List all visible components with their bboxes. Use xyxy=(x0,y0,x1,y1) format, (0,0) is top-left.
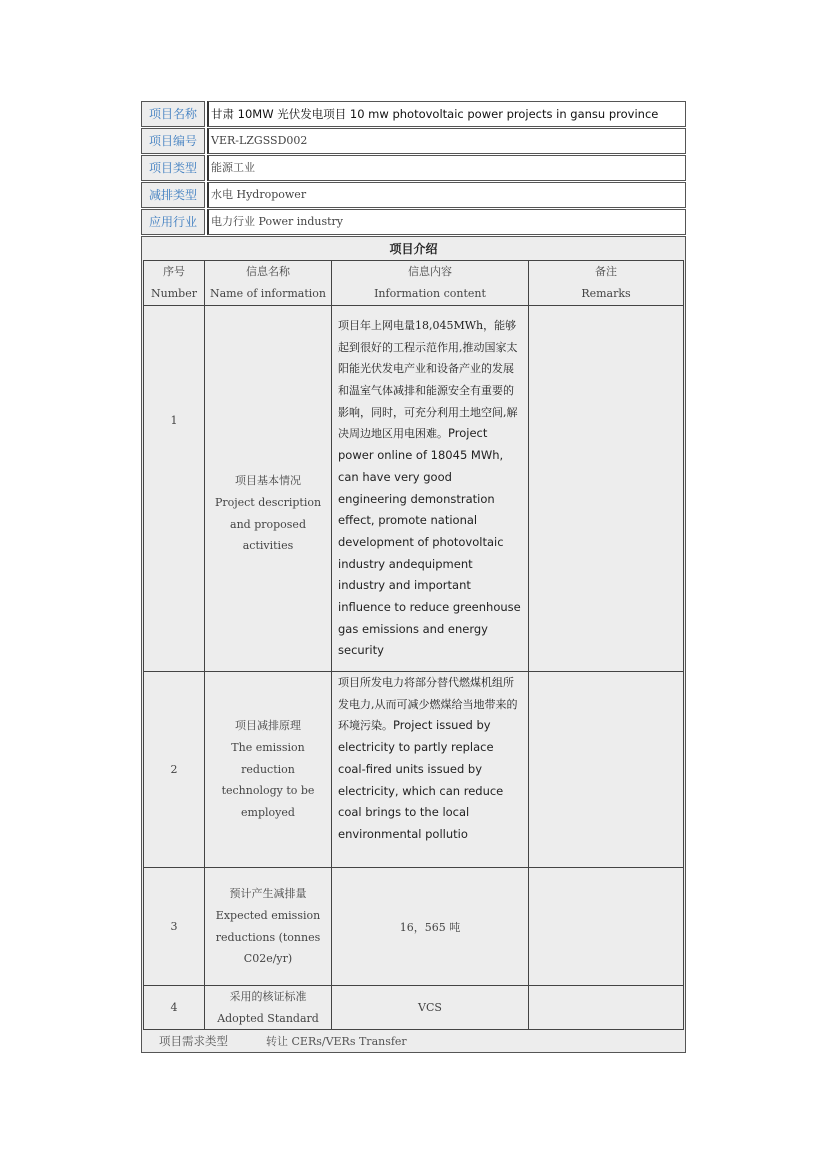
row-name xyxy=(205,306,332,672)
row-name xyxy=(205,672,332,868)
col-header-number xyxy=(144,261,205,306)
col-header-number-en: Number xyxy=(151,287,197,300)
project-name-label: 项目名称 xyxy=(141,101,205,127)
project-type-row xyxy=(141,155,686,181)
row-name-cn: 采用的核证标准 xyxy=(229,990,307,1003)
project-intro-title: 项目介绍 xyxy=(389,242,438,256)
table-row xyxy=(144,672,684,868)
row-content-en: Project power online of 18045 MWh, can have very good engineering demonstration effect, promote national development of photovoltaic industry andequipment industry and important influence to reduce greenhouse gas emissions and energy security xyxy=(338,426,521,658)
col-header-content xyxy=(332,261,529,306)
row-name-en: Expected emission reductions (tonnes C02e/yr) xyxy=(215,908,321,966)
industry-label: 应用行业 xyxy=(141,209,205,235)
row-content-cn: 项目所发电力将部分替代燃煤机组所发电力,从而可减少燃煤给当地带来的环境污染。 xyxy=(338,676,518,733)
project-intro-table xyxy=(143,260,684,1030)
col-header-name-en: Name of information xyxy=(210,287,326,300)
row-remarks xyxy=(529,868,684,986)
col-header-remarks xyxy=(529,261,684,306)
row-content: VCS xyxy=(332,986,529,1030)
table-row xyxy=(144,986,684,1030)
project-number-value: VER-LZGSSD002 xyxy=(207,128,686,154)
row-number: 3 xyxy=(144,868,205,986)
row-name-en: Adopted Standard xyxy=(217,1011,319,1025)
project-type-value: 能源工业 xyxy=(207,155,686,181)
col-header-number-cn: 序号 xyxy=(163,265,185,278)
demand-type-label: 项目需求类型 xyxy=(159,1034,228,1048)
row-name-cn: 项目减排原理 xyxy=(235,719,301,733)
table-row xyxy=(144,868,684,986)
col-header-content-en: Information content xyxy=(374,287,486,300)
row-number: 4 xyxy=(144,986,205,1030)
reduction-type-value: 水电 Hydropower xyxy=(207,182,686,208)
col-header-remarks-cn: 备注 xyxy=(595,265,617,278)
demand-type-value: 转让 CERs/VERs Transfer xyxy=(266,1035,407,1048)
row-content xyxy=(332,672,529,868)
row-name-cn: 预计产生减排量 xyxy=(229,887,307,901)
project-number-label: 项目编号 xyxy=(141,128,205,154)
industry-row xyxy=(141,209,686,235)
row-name-en: The emission reduction technology to be employed xyxy=(221,740,315,820)
row-name xyxy=(205,868,332,986)
row-name-en: Project description and proposed activities xyxy=(214,495,322,553)
industry-value: 电力行业 Power industry xyxy=(207,209,686,235)
row-remarks xyxy=(529,672,684,868)
col-header-remarks-en: Remarks xyxy=(581,287,631,300)
row-remarks xyxy=(529,986,684,1030)
row-content-en: Project issued by electricity to partly replace coal-fired units issued by electricity, which can reduce coal brings to the local environmental pollutio xyxy=(338,718,504,841)
col-header-name-cn: 信息名称 xyxy=(246,265,290,278)
demand-type-row xyxy=(159,1033,407,1049)
col-header-content-cn: 信息内容 xyxy=(408,265,452,278)
row-content: 16，565 吨 xyxy=(332,868,529,986)
row-number: 1 xyxy=(144,306,205,672)
project-number-row xyxy=(141,128,686,154)
row-content-cn: 项目年上网电量18,045MWh，能够起到很好的工程示范作用,推动国家太阳能光伏发电产业和设备产业的发展和温室气体减排和能源安全有重要的影响，同时，可充分利用土地空间,解决周边地区用电困难。 xyxy=(338,318,518,441)
row-number: 2 xyxy=(144,672,205,868)
project-name-row xyxy=(141,101,686,127)
table-row xyxy=(144,306,684,672)
row-name-cn: 项目基本情况 xyxy=(235,474,301,488)
row-name xyxy=(205,986,332,1030)
project-type-label: 项目类型 xyxy=(141,155,205,181)
reduction-type-label: 减排类型 xyxy=(141,182,205,208)
col-header-name xyxy=(205,261,332,306)
row-content xyxy=(332,306,529,672)
row-remarks xyxy=(529,306,684,672)
table-header-row xyxy=(144,261,684,306)
project-name-value: 甘肃 10MW 光伏发电项目 10 mw photovoltaic power projects in gansu province xyxy=(207,101,686,127)
reduction-type-row xyxy=(141,182,686,208)
